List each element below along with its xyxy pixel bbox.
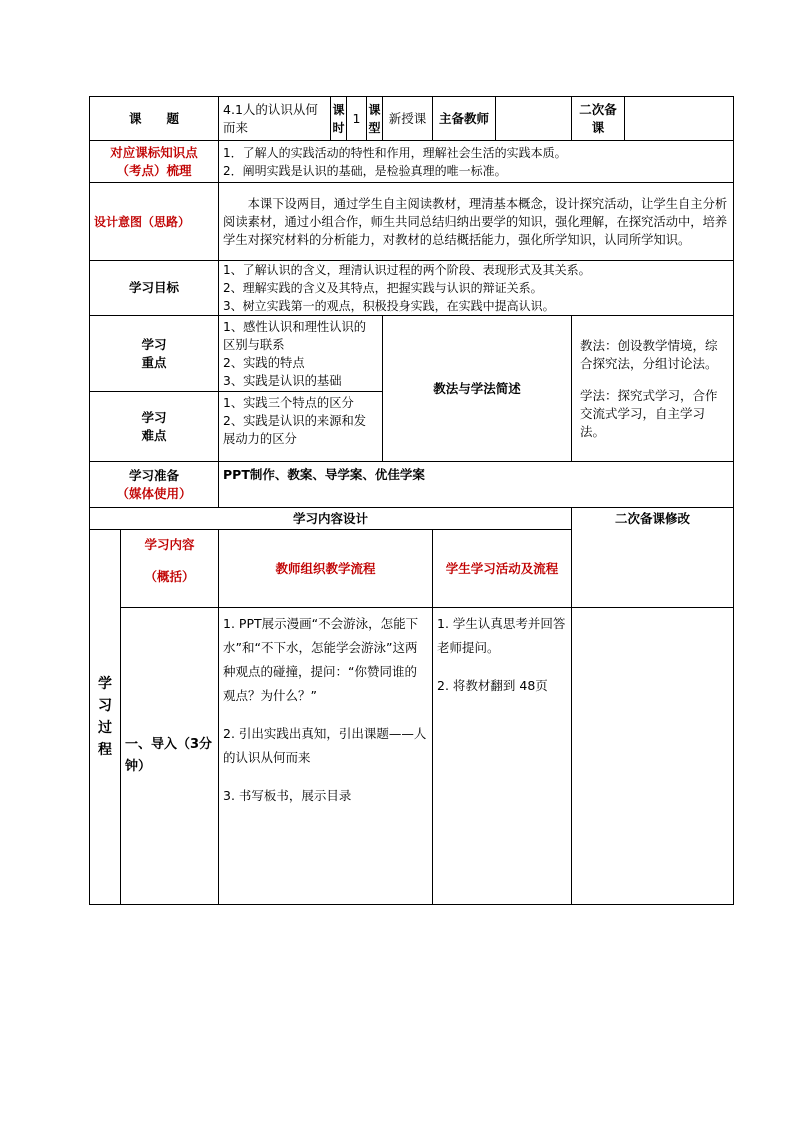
methods-content	[572, 316, 734, 462]
key-points-label-line2: 重点	[141, 354, 167, 370]
type-label: 课型	[367, 97, 383, 141]
type-value: 新授课	[383, 97, 433, 141]
topic-label: 课 题	[90, 97, 219, 141]
key-points-text: 1、感性认识和理性认识的区别与联系 2、实践的特点 3、实践是认识的基础	[219, 316, 383, 392]
lesson-plan-sheet	[89, 96, 733, 905]
process-header-row	[90, 508, 734, 530]
standards-label-line1: 对应课标知识点	[110, 144, 198, 160]
process-side-label: 学 习 过 程	[90, 530, 121, 905]
student-step-1: 1. 学生认真思考并回答老师提问。	[437, 616, 566, 655]
key-points-label	[90, 316, 219, 392]
teaching-method: 教法：创设教学情境，综合探究法，分组讨论法。	[580, 337, 718, 371]
methods-label: 教法与学法简述	[383, 316, 572, 462]
student-steps	[433, 608, 572, 905]
teacher-steps	[219, 608, 433, 905]
teacher-header: 教师组织教学流程	[219, 530, 433, 608]
second-prep-value	[625, 97, 734, 141]
goals-label: 学习目标	[90, 261, 219, 316]
design-label: 设计意图（思路）	[90, 183, 219, 261]
preparation-text: PPT制作、教案、导学案、优佳学案	[219, 462, 734, 508]
key-points-row	[90, 316, 734, 392]
standards-label	[90, 141, 219, 183]
key-points-label-line1: 学习	[141, 336, 167, 352]
lead-teacher-value	[496, 97, 572, 141]
period-label: 课时	[331, 97, 347, 141]
goals-content	[219, 261, 734, 316]
content-header-line1: 学习内容	[144, 537, 195, 552]
revision-header: 二次备课修改	[572, 508, 734, 608]
standards-label-line2: （考点）梳理	[116, 162, 192, 178]
design-header: 学习内容设计	[90, 508, 572, 530]
teacher-step-2: 2. 引出实践出真知，引出课题——人的认识从何而来	[223, 726, 427, 765]
difficulties-text: 1、实践三个特点的区分 2、实践是认识的来源和发展动力的区分	[219, 392, 383, 462]
difficulties-label-line1: 学习	[141, 409, 167, 425]
period-value: 1	[347, 97, 367, 141]
header-row	[90, 97, 734, 141]
difficulties-label-line2: 难点	[141, 427, 167, 443]
intro-row	[90, 608, 734, 905]
revision-content	[572, 608, 734, 905]
standards-item-1: 1．了解人的实践活动的特性和作用，理解社会生活的实践本质。	[223, 145, 567, 160]
goals-row	[90, 261, 734, 316]
standards-row	[90, 141, 734, 183]
student-header: 学生学习活动及流程	[433, 530, 572, 608]
preparation-label	[90, 462, 219, 508]
learning-method: 学法：探究式学习，合作交流式学习，自主学习法。	[580, 387, 718, 439]
teacher-step-3: 3. 书写板书，展示目录	[223, 788, 352, 803]
lead-teacher-label: 主备教师	[433, 97, 496, 141]
preparation-label-line1: 学习准备	[129, 467, 180, 483]
preparation-label-line2: （媒体使用）	[116, 485, 192, 501]
content-header	[121, 530, 219, 608]
standards-item-2: 2．阐明实践是认识的基础，是检验真理的唯一标准。	[223, 163, 507, 178]
lesson-plan-table	[89, 96, 734, 905]
goals-item-1: 1、了解认识的含义，理清认识过程的两个阶段、表现形式及其关系。	[223, 263, 591, 277]
student-step-2: 2. 将教材翻到 48页	[437, 678, 548, 693]
second-prep-label: 二次备课	[572, 97, 625, 141]
difficulties-label	[90, 392, 219, 462]
goals-item-2: 2、理解实践的含义及其特点，把握实践与认识的辩证关系。	[223, 281, 543, 295]
content-header-line2: （概括）	[144, 569, 195, 584]
preparation-row	[90, 462, 734, 508]
intro-section-title: 一、导入（3分钟）	[121, 608, 219, 905]
design-row	[90, 183, 734, 261]
topic-value: 4.1人的认识从何而来	[219, 97, 331, 141]
goals-item-3: 3、树立实践第一的观点，积极投身实践，在实践中提高认识。	[223, 299, 555, 313]
teacher-step-1: 1. PPT展示漫画“不会游泳，怎能下水”和“不下水，怎能学会游泳”这两种观点的碰撞，提问：“你赞同谁的观点？为什么？”	[223, 616, 419, 703]
design-text: 本课下设两目，通过学生自主阅读教材，理清基本概念，设计探究活动，让学生自主分析阅读素材，通过小组合作，师生共同总结归纳出要学的知识，强化理解，在探究活动中，培养学生对探究材料的分析能力，对教材的总结概括能力，强化所学知识，认同所学知识。	[219, 183, 734, 261]
standards-content	[219, 141, 734, 183]
